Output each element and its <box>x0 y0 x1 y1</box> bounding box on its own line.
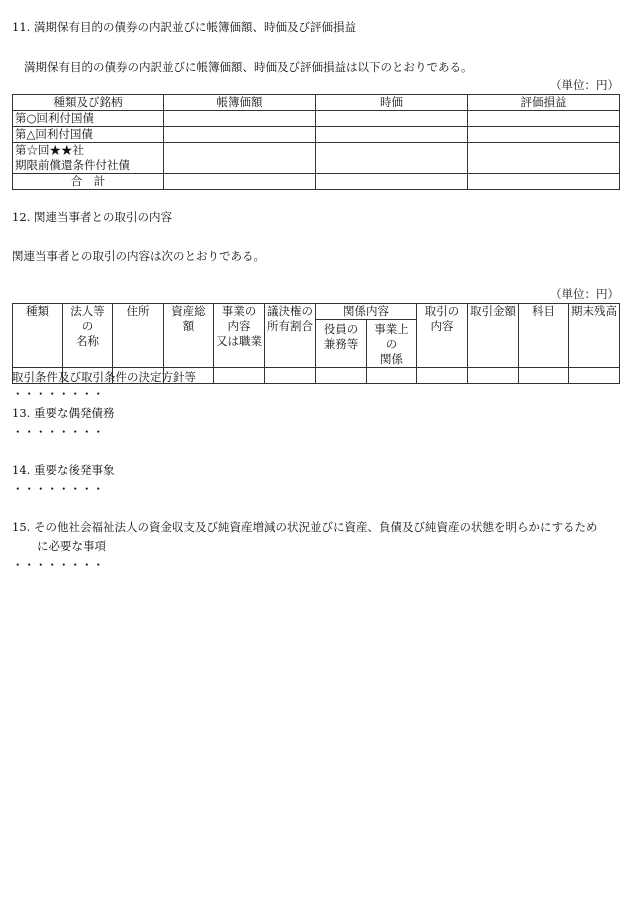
section-14-heading: 14. 重要な後発事象 <box>12 463 115 477</box>
bonds-table <box>12 94 620 190</box>
header-transaction: 取引の 内容 <box>417 304 468 368</box>
header-address: 住所 <box>113 304 164 368</box>
header-book-value: 帳簿価額 <box>164 95 316 111</box>
placeholder-dots: ・・・・・・・・ <box>12 387 104 401</box>
header-account: 科目 <box>519 304 569 368</box>
header-market-value: 時価 <box>316 95 468 111</box>
transaction-terms-note: 取引条件及び取引条件の決定方針等 <box>12 370 196 384</box>
header-type: 種類及び銘柄 <box>13 95 164 111</box>
header-name: 法人等の 名称 <box>63 304 113 368</box>
row-label: 第○回利付国債 <box>13 111 164 127</box>
section-15-heading-cont: に必要な事項 <box>37 539 106 553</box>
section-11-body: 満期保有目的の債券の内訳並びに帳簿価額、時価及び評価損益は以下のとおりである。 <box>24 60 473 74</box>
header-valuation-gain-loss: 評価損益 <box>468 95 620 111</box>
placeholder-dots: ・・・・・・・・ <box>12 482 104 496</box>
table-row <box>13 111 620 127</box>
header-business-relation: 事業上の 関係 <box>367 320 417 368</box>
header-voting-rights: 議決権の 所有割合 <box>265 304 316 368</box>
section-12-body: 関連当事者との取引の内容は次のとおりである。 <box>12 249 265 263</box>
placeholder-dots: ・・・・・・・・ <box>12 558 104 572</box>
header-business: 事業の 内容 又は職業 <box>214 304 265 368</box>
section-15-heading: 15. その他社会福祉法人の資金収支及び純資産増減の状況並びに資産、負債及び純資産の状態を明らかにするため <box>12 520 598 534</box>
row-label-line2: 期限前償還条件付社債 <box>15 158 130 172</box>
section-12-heading: 12. 関連当事者との取引の内容 <box>12 210 172 224</box>
placeholder-dots: ・・・・・・・・ <box>12 425 104 439</box>
table-row <box>13 143 620 174</box>
section-11-unit: （単位：円） <box>550 78 619 92</box>
section-11-heading: 11. 満期保有目的の債券の内訳並びに帳簿価額、時価及び評価損益 <box>12 20 356 34</box>
header-kind: 種類 <box>13 304 63 368</box>
row-label-line1: 第☆回★★社 <box>15 143 84 157</box>
header-relation: 関係内容 <box>316 304 417 320</box>
row-label <box>13 143 164 174</box>
section-13-heading: 13. 重要な偶発債務 <box>12 406 115 420</box>
table-total-row <box>13 174 620 190</box>
header-total-assets: 資産総額 <box>164 304 214 368</box>
table-header-row <box>13 95 620 111</box>
header-balance: 期末残高 <box>569 304 620 368</box>
table-row <box>13 127 620 143</box>
row-label: 第△回利付国債 <box>13 127 164 143</box>
header-amount: 取引金額 <box>468 304 519 368</box>
section-12-unit: （単位：円） <box>550 287 619 301</box>
total-label: 合 計 <box>13 174 164 190</box>
header-officer: 役員の 兼務等 <box>316 320 367 368</box>
